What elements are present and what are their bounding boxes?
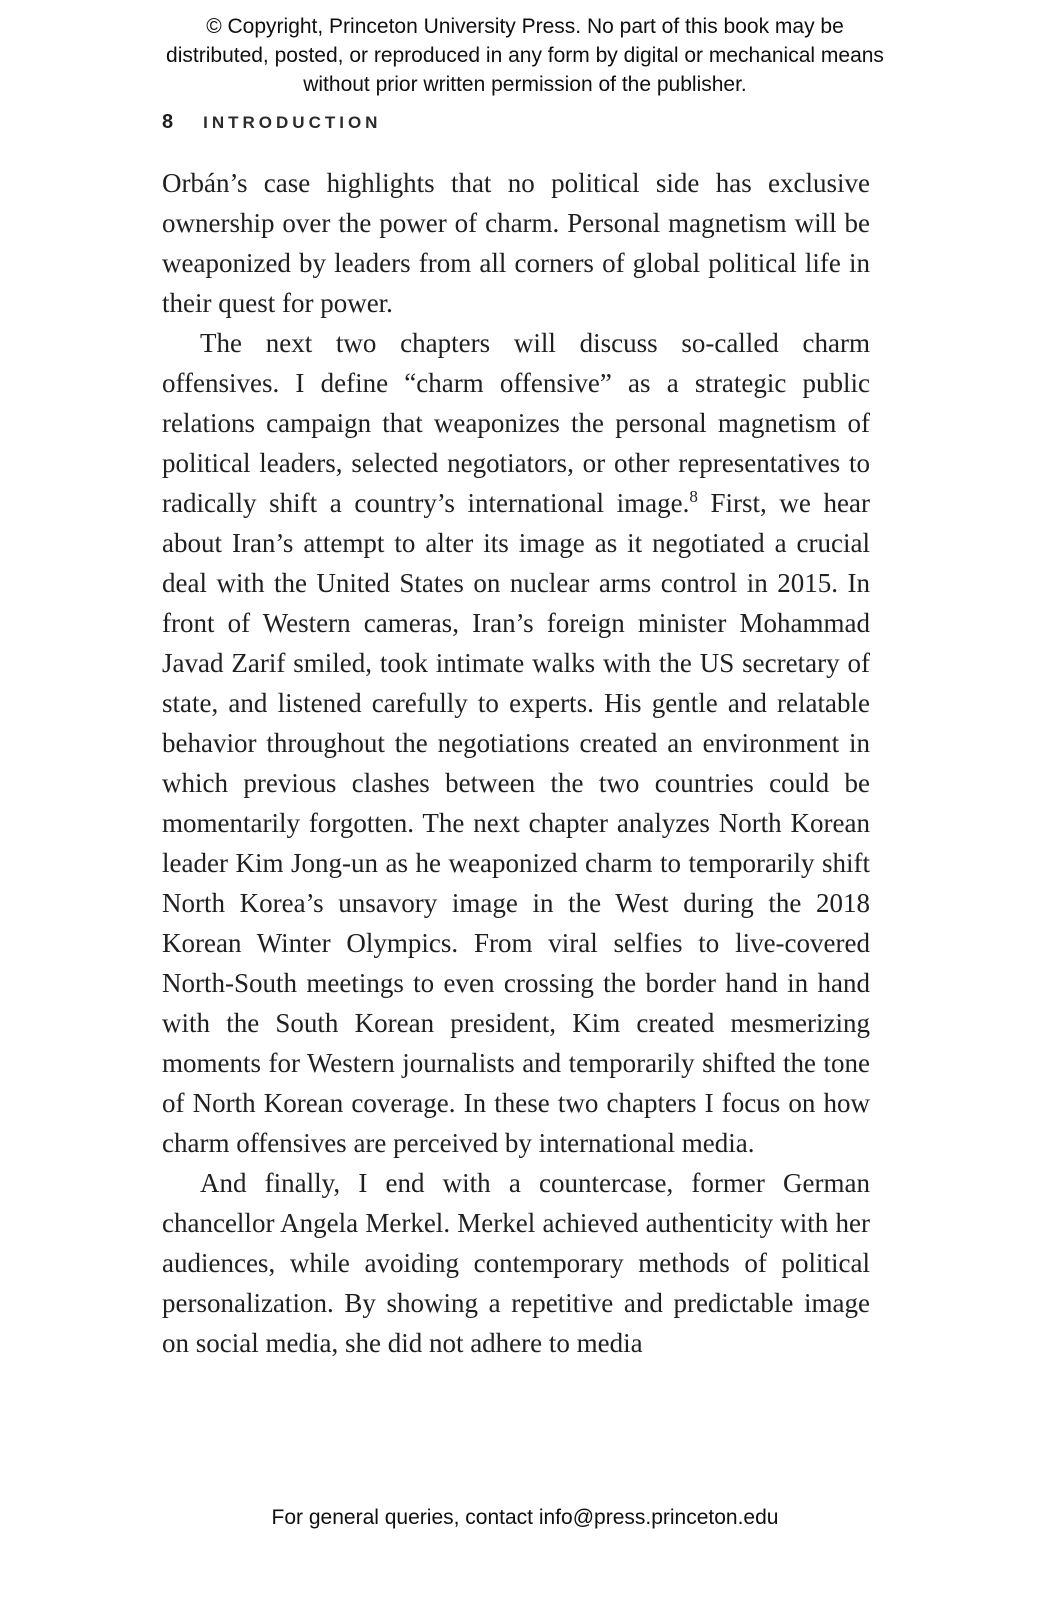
page-number: 8	[162, 111, 174, 133]
paragraph: And finally, I end with a countercase, former German chancellor Angela Merkel. Merkel achieved authenticity with her audiences, while avoiding contemporary methods of political personalization. By showing a repetitive and predictable image on social media, she did not adhere to media	[162, 1168, 870, 1358]
footer-contact-line: For general queries, contact info@press.princeton.edu	[271, 1506, 779, 1529]
copyright-notice: © Copyright, Princeton University Press. No part of this book may be distributed, posted, or reproduced in any form by digital or mechanical means without prior written permission of the publisher.	[166, 15, 884, 96]
footnote-reference: 8	[689, 487, 698, 506]
paragraph: Orbán’s case highlights that no political side has exclusive ownership over the power of charm. Personal magnetism will be weaponized by leaders from all corners of global political life in their quest for power.	[162, 168, 870, 318]
body-text	[162, 163, 870, 1363]
section-title: INTRODUCTION	[203, 113, 382, 132]
paragraph-text: The next two chapters will discuss so-called charm offensives. I define “charm offensive” as a strategic public relations campaign that weaponizes the personal magnetism of political leaders, selected negotiators, or other representatives to radically shift a country’s international image.	[162, 328, 870, 518]
paragraph	[162, 323, 870, 1163]
running-head	[162, 111, 381, 134]
paragraph-text: First, we hear about Iran’s attempt to alter its image as it negotiated a crucial deal with the United States on nuclear arms control in 2015. In front of Western cameras, Iran’s foreign minister Mohammad Javad Zarif smiled, took intimate walks with the US secretary of state, and listened carefully to experts. His gentle and relatable behavior throughout the negotiations created an environment in which previous clashes between the two countries could be momentarily forgotten. The next chapter analyzes North Korean leader Kim Jong-un as he weaponized charm to temporarily shift North Korea’s unsavory image in the West during the 2018 Korean Winter Olympics. From viral selfies to live-covered North-South meetings to even crossing the border hand in hand with the South Korean president, Kim created mesmerizing moments for Western journalists and temporarily shifted the tone of North Korean coverage. In these two chapters I focus on how charm offensives are perceived by international media.	[162, 488, 870, 1158]
